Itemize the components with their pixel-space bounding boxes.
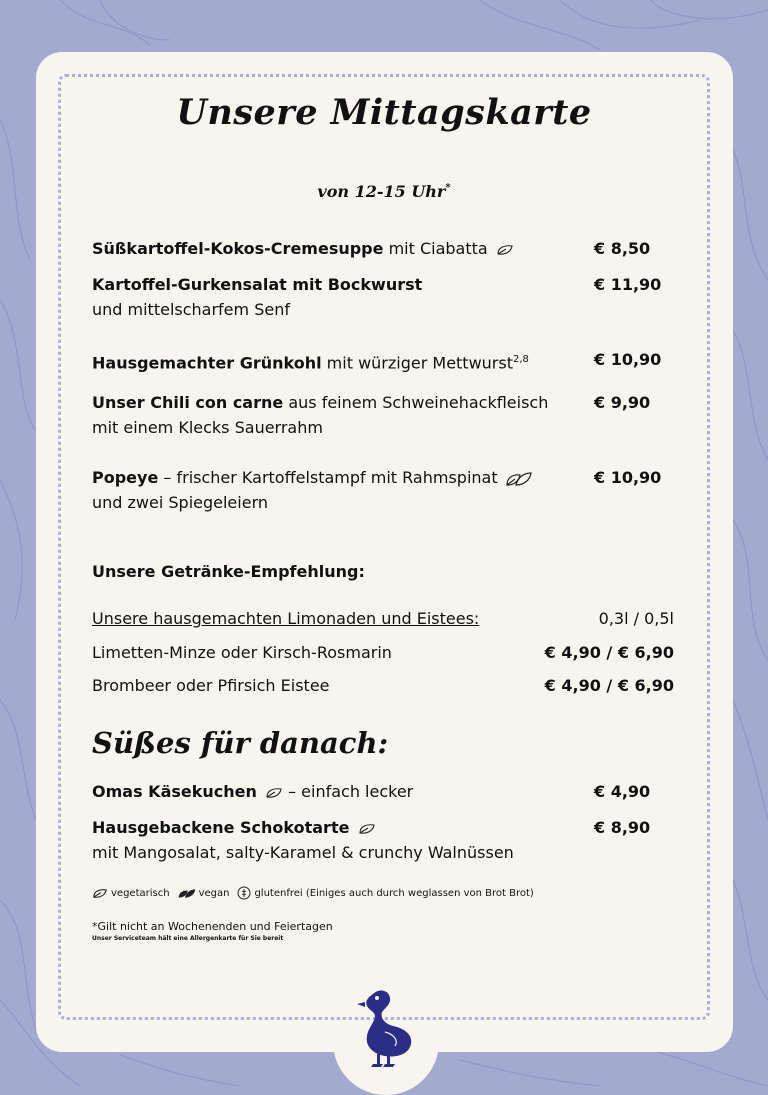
dessert-item: Omas Käsekuchen – einfach lecker [92, 782, 414, 801]
glutenfree-icon [237, 886, 251, 900]
subtitle: von 12-15 Uhr* [317, 182, 451, 201]
page-title: Unsere Mittagskarte [176, 92, 592, 133]
duck-logo-icon [355, 988, 417, 1068]
menu-item: Unser Chili con carne aus feinem Schweinehackfleisch mit einem Klecks Sauerrahm [92, 393, 549, 437]
menu-item-price: € 10,90 [594, 468, 662, 487]
menu-item: Popeye – frischer Kartoffelstampf mit Rahmspinat und zwei Spiegeleiern [92, 465, 532, 515]
vegetarian-icon [496, 244, 514, 256]
menu-item-price: € 9,90 [594, 393, 651, 412]
legend-vegan: vegan [178, 888, 230, 899]
drink-item: Brombeer oder Pfirsich Eistee [92, 676, 330, 695]
vegetarian-icon [92, 888, 108, 899]
legend-glutenfree: glutenfrei (Einiges auch durch weglassen von Brot Brot) [237, 886, 533, 900]
menu-item-price: € 11,90 [594, 275, 662, 294]
vegetarian-icon [265, 787, 283, 799]
drinks-sizes: 0,3l / 0,5l [598, 609, 674, 628]
dessert-price: € 8,90 [594, 818, 651, 837]
desserts-heading: Süßes für danach: [92, 726, 389, 760]
menu-item: Hausgemachter Grünkohl mit würziger Mettwurst$^{2,8}$ [92, 353, 529, 373]
footnote: *Gilt nicht an Wochenenden und Feiertagen [92, 920, 333, 933]
menu-item: Kartoffel-Gurkensalat mit Bockwurst und mittelscharfem Senf [92, 275, 423, 319]
dotted-border [58, 74, 710, 1020]
menu-item-price: € 8,50 [594, 239, 651, 258]
menu-item: Süßkartoffel-Kokos-Cremesuppe mit Ciabatta [92, 236, 514, 261]
vegan-icon [506, 471, 532, 487]
drink-price: € 4,90 / € 6,90 [544, 643, 674, 662]
drink-price: € 4,90 / € 6,90 [544, 676, 674, 695]
dessert-item: Hausgebackene Schokotarte mit Mangosalat, salty-Karamel & crunchy Walnüssen [92, 818, 514, 862]
drinks-subheading: Unsere hausgemachten Limonaden und Eistees: [92, 609, 480, 628]
drinks-heading: Unsere Getränke-Empfehlung: [92, 562, 365, 581]
vegetarian-icon [358, 823, 376, 835]
legend [92, 886, 542, 900]
dessert-price: € 4,90 [594, 782, 651, 801]
drink-item: Limetten-Minze oder Kirsch-Rosmarin [92, 643, 392, 662]
menu-item-price: € 10,90 [594, 350, 662, 369]
legend-vegetarian: vegetarisch [92, 888, 170, 899]
allergen-note: Unser Serviceteam hält eine Allergenkarte für Sie bereit [92, 935, 284, 942]
vegan-icon [178, 888, 196, 899]
